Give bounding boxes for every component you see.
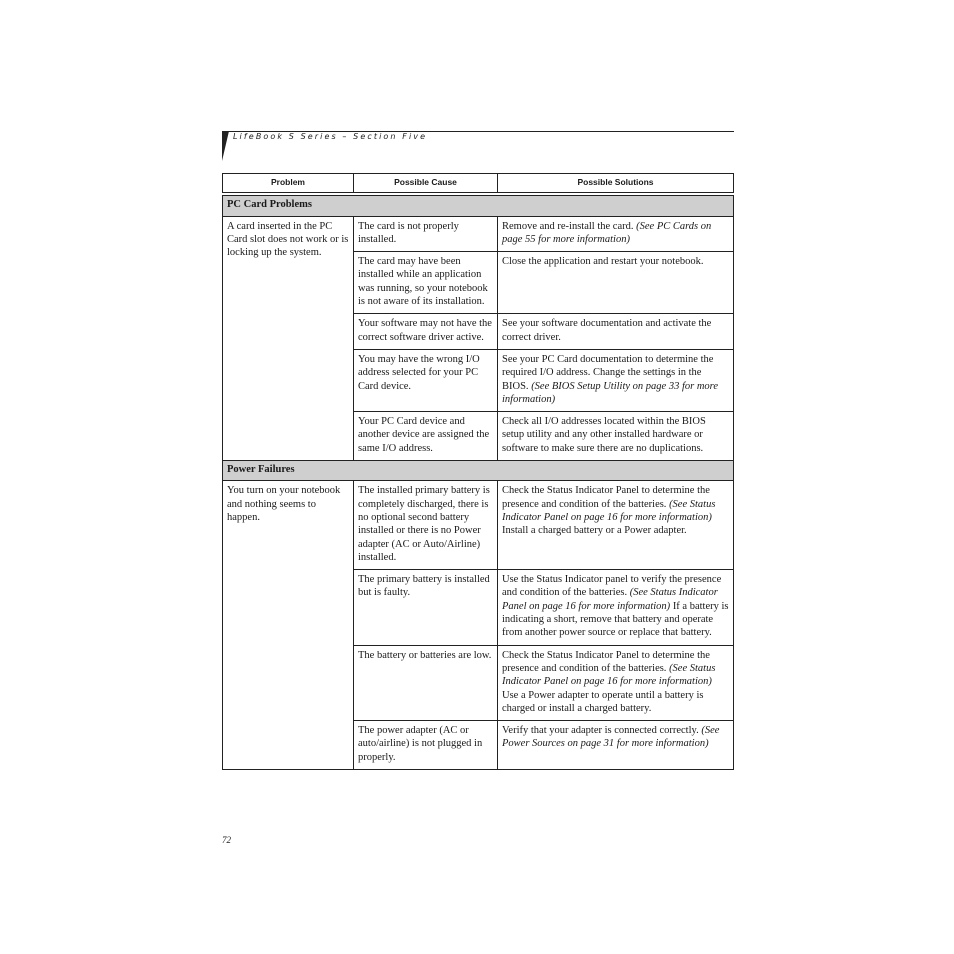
solution-cell (498, 252, 734, 314)
cause-cell: Your software may not have the correct software driver active. (354, 314, 498, 350)
solution-reference: (See BIOS Setup Utility on page 33 for more information) (502, 380, 719, 405)
solution-text: Use the Status Indicator panel to verify the presence and condition of the batteries. (502, 574, 722, 599)
problem-cell: A card inserted in the PC Card slot does not work or is locking up the system. (223, 216, 354, 460)
table-row (223, 481, 734, 570)
cause-cell: The battery or batteries are low. (354, 645, 498, 720)
running-header: LifeBook S Series – Section Five (233, 132, 428, 141)
solution-cell (498, 570, 734, 645)
solution-cell (498, 481, 734, 570)
page-number: 72 (222, 835, 231, 845)
cause-cell: The card may have been installed while an application was running, so your notebook is not aware of its installation. (354, 252, 498, 314)
cause-cell: The primary battery is installed but is faulty. (354, 570, 498, 645)
solution-text-after: If a battery is indicating a short, remove that battery and operate from another power source or replace that battery. (502, 600, 729, 639)
solution-text: See your software documentation and activate the correct driver. (502, 318, 712, 343)
solution-reference: (See Status Indicator Panel on page 16 for more information) (502, 587, 718, 612)
column-header-solutions: Possible Solutions (498, 174, 734, 193)
solution-text: Remove and re-install the card. (502, 220, 634, 232)
problem-cell: You turn on your notebook and nothing seems to happen. (223, 481, 354, 770)
solution-text: Close the application and restart your notebook. (502, 256, 704, 268)
cause-cell: The power adapter (AC or auto/airline) is not plugged in properly. (354, 721, 498, 770)
section-row (223, 461, 734, 481)
section-title: PC Card Problems (223, 196, 734, 216)
column-header-problem: Problem (223, 174, 354, 193)
solution-reference: (See Status Indicator Panel on page 16 for more information) (502, 662, 716, 688)
solution-reference: (See Power Sources on page 31 for more information) (502, 725, 720, 750)
troubleshooting-table (222, 173, 734, 770)
solution-cell (498, 314, 734, 350)
solution-text-after: Use a Power adapter to operate until a battery is charged or install a charged battery. (502, 689, 704, 714)
section-row (223, 196, 734, 216)
solution-text: See your PC Card documentation to determine the required I/O address. Change the settings in the BIOS. (502, 353, 714, 392)
cause-cell: The installed primary battery is completely discharged, there is no optional second battery installed or there is no Power adapter (AC or Auto/Airline) installed. (354, 481, 498, 570)
cause-cell: You may have the wrong I/O address selected for your PC Card device. (354, 349, 498, 411)
solution-cell (498, 216, 734, 252)
cause-cell: Your PC Card device and another device are assigned the same I/O address. (354, 412, 498, 461)
solution-text-after: Install a charged battery or a Power adapter. (502, 525, 687, 537)
solution-cell (498, 412, 734, 461)
column-header-cause: Possible Cause (354, 174, 498, 193)
table-header-row (223, 174, 734, 193)
solution-text: Verify that your adapter is connected correctly. (502, 725, 699, 737)
cause-cell: The card is not properly installed. (354, 216, 498, 252)
table-row (223, 216, 734, 252)
solution-text: Check the Status Indicator Panel to determine the presence and condition of the batteries. (502, 649, 710, 674)
solution-cell (498, 721, 734, 770)
solution-cell (498, 349, 734, 411)
solution-reference: (See Status Indicator Panel on page 16 for more information) (502, 498, 716, 523)
header-corner-mark (222, 131, 229, 161)
solution-text: Check the Status Indicator Panel to determine the presence and condition of the batteries. (502, 485, 710, 510)
section-title: Power Failures (223, 461, 734, 481)
solution-text: Check all I/O addresses located within the BIOS setup utility and any other installed hardware or software to make sure there are no duplications. (502, 416, 706, 454)
solution-cell (498, 645, 734, 720)
solution-reference: (See PC Cards on page 55 for more information) (502, 220, 712, 245)
